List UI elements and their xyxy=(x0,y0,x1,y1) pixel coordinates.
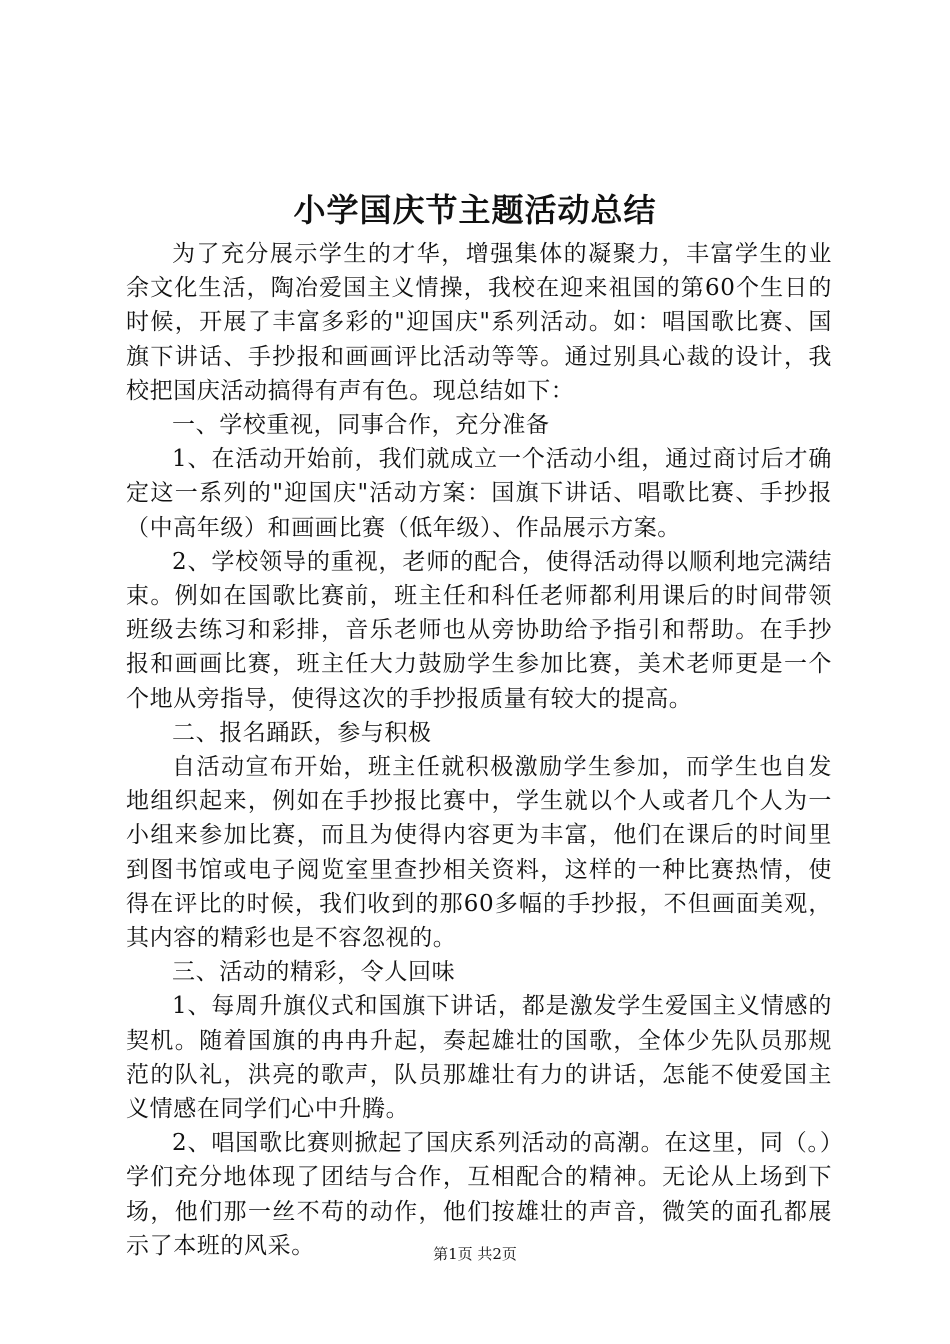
paragraph-2: 自活动宣布开始，班主任就积极激励学生参加，而学生也自发地组织起来，例如在手抄报比赛中，学生就以个人或者几个人为一小组来参加比赛，而且为使得内容更为丰富，他们在课后的时间里到图书馆或电子阅览室里查抄相关资料，这样的一种比赛热情，使得在评比的时候，我们收到的那60多幅的手抄报，不但画面美观，其内容的精彩也是不容忽视的。 xyxy=(126,754,832,952)
document-title: 小学国庆节主题活动总结 xyxy=(293,191,657,229)
paragraph-1-1: 1、在活动开始前，我们就成立一个活动小组，通过商讨后才确定这一系列的"迎国庆"活动方案：国旗下讲话、唱歌比赛、手抄报（中高年级）和画画比赛（低年级）、作品展示方案。 xyxy=(126,446,832,541)
page-number-footer: 第1页 共2页 xyxy=(433,1245,517,1263)
paragraph-3-1: 1、每周升旗仪式和国旗下讲话，都是激发学生爱国主义情感的契机。随着国旗的冉冉升起，奏起雄壮的国歌，全体少先队员那规范的队礼，洪亮的歌声，队员那雄壮有力的讲话，怎能不使爱国主义情感在同学们心中升腾。 xyxy=(126,993,832,1123)
paragraph-intro: 为了充分展示学生的才华，增强集体的凝聚力，丰富学生的业余文化生活，陶冶爱国主义情操，我校在迎来祖国的第60个生日的时候，开展了丰富多彩的"迎国庆"系列活动。如：唱国歌比赛、国旗下讲话、手抄报和画画评比活动等等。通过别具心裁的设计，我校把国庆活动搞得有声有色。现总结如下： xyxy=(126,241,832,404)
paragraph-1-2: 2、学校领导的重视，老师的配合，使得活动得以顺利地完满结束。例如在国歌比赛前，班主任和科任老师都利用课后的时间带领班级去练习和彩排，音乐老师也从旁协助给予指引和帮助。在手抄报和画画比赛，班主任大力鼓励学生参加比赛，美术老师更是一个个地从旁指导，使得这次的手抄报质量有较大的提高。 xyxy=(126,548,832,712)
section-heading-3: 三、活动的精彩，令人回味 xyxy=(172,959,456,986)
section-heading-1: 一、学校重视，同事合作，充分准备 xyxy=(172,412,550,439)
paragraph-3-2: 2、唱国歌比赛则掀起了国庆系列活动的高潮。在这里，同（。）学们充分地体现了团结与合作，互相配合的精神。无论从上场到下场，他们那一丝不苟的动作，他们按雄壮的声音，微笑的面孔都展示了本班的风采。 xyxy=(126,1130,832,1259)
section-heading-2: 二、报名踊跃，参与积极 xyxy=(172,719,432,746)
document-body xyxy=(126,237,832,1263)
